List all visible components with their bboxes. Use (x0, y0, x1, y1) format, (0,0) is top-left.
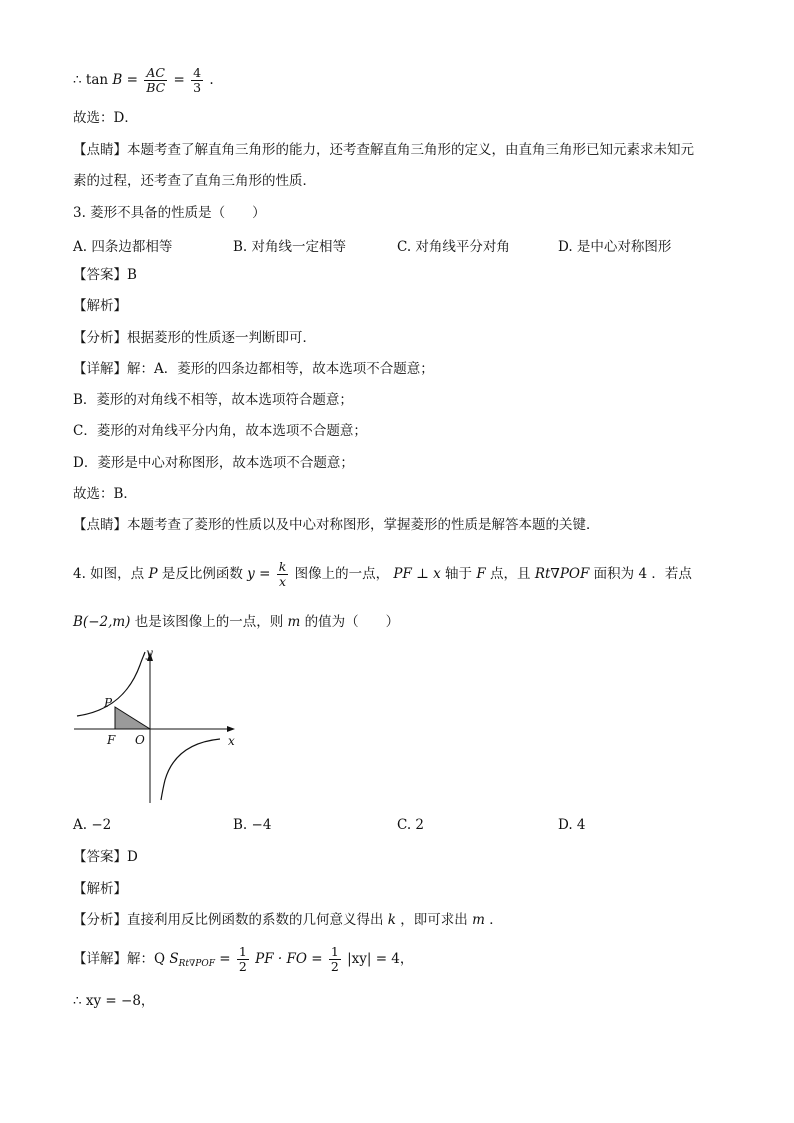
angle-var: B (112, 72, 123, 88)
point-f-label: F (107, 733, 116, 747)
x-axis-label: x (228, 734, 235, 748)
q3-choice: 故选：B． (73, 486, 137, 502)
fraction-ac-bc: $\frac{AC}{BC}$ (146, 65, 166, 95)
equals-sign: = (126, 72, 138, 88)
point-p-var: P (148, 566, 158, 582)
fraction-4-3: $\frac{4}{3}$ (193, 65, 202, 95)
q3-comment: 【点睛】本题考查了菱形的性质以及中心对称图形，掌握菱形的性质是解答本题的关键． (73, 517, 600, 533)
q3-option-c: C. 对角线平分对角 (397, 239, 510, 255)
fraction-half-2: $\frac{1}{2}$ (330, 944, 339, 974)
q4-detail: 【详解】解：Q $S_{Rt\nabla POF}$ = $\frac{1}{2}$ PF · FO = $\frac{1}{2}$ |xy| = 4， (73, 944, 414, 974)
q3-detail-b: B．菱形的对角线不相等，故本选项符合题意； (73, 392, 353, 408)
q2-choice: 故选：D． (73, 110, 138, 126)
q4-option-d: D. 4 (558, 817, 586, 833)
q4-analysis-title: 【解析】 (73, 881, 127, 897)
x-axis-arrow (227, 726, 235, 732)
fraction-k-x: $\frac{k}{x}$ (278, 559, 287, 589)
q4-option-c: C. 2 (397, 817, 425, 833)
equals-sign-2: = (173, 72, 185, 88)
q3-analysis-title: 【解析】 (73, 298, 127, 314)
q4-answer: 【答案】D (73, 849, 138, 865)
therefore-symbol: ∴ (73, 72, 82, 88)
triangle-pof (115, 707, 150, 729)
q4-stem-line1: 4. 如图，点 P 是反比例函数 y = $\frac{k}{x}$ 图像上的一点， PF ⊥ x 轴于 F 点，且 Rt∇POF 面积为 4 ．若点 (73, 559, 692, 589)
q4-figure (70, 640, 245, 810)
q3-stem: 3. 菱形不具备的性质是（ ） (73, 205, 266, 221)
tan-func: tan (85, 72, 109, 88)
q3-option-d: D. 是中心对称图形 (558, 239, 672, 255)
q2-comment: 【点睛】本题考查了解直角三角形的能力，还考查解直角三角形的定义，由直角三角形已知元素求未知元 (73, 142, 694, 158)
q3-detail-c: C．菱形的对角线平分内角，故本选项不合题意； (73, 423, 367, 439)
fraction-half-1: $\frac{1}{2}$ (238, 944, 247, 974)
q4-option-b: B. −4 (233, 817, 272, 833)
q3-detail-a: 【详解】解：A．菱形的四条边都相等，故本选项不合题意； (73, 361, 434, 377)
q3-answer: 【答案】B (73, 267, 137, 283)
tan-b-equation: ∴ tan B = $\frac{AC}{BC}$ = $\frac{4}{3}$ . (73, 65, 214, 95)
q3-detail-d: D．菱形是中心对称图形，故本选项不合题意； (73, 455, 354, 471)
point-b: B(−2,m) (73, 614, 131, 630)
q3-option-b: B. 对角线一定相等 (233, 239, 347, 255)
q3-option-a: A. 四条边都相等 (73, 239, 173, 255)
q4-analysis: 【分析】直接利用反比例函数的系数的几何意义得出 k ，即可求出 m ． (73, 912, 503, 928)
point-p-label: P (104, 696, 113, 710)
q2-comment-cont: 素的过程，还考查了直角三角形的性质． (73, 173, 316, 189)
origin-label: O (135, 733, 145, 747)
q4-option-a: A. −2 (73, 817, 112, 833)
q3-analysis: 【分析】根据菱形的性质逐一判断即可． (73, 330, 316, 346)
hyperbola-branch-right (161, 739, 220, 800)
q4-final: ∴ xy = −8， (73, 993, 155, 1009)
y-axis-label: y (146, 646, 153, 660)
q4-stem-line2: B(−2,m) 也是该图像上的一点，则 m 的值为（ ） (73, 614, 400, 630)
